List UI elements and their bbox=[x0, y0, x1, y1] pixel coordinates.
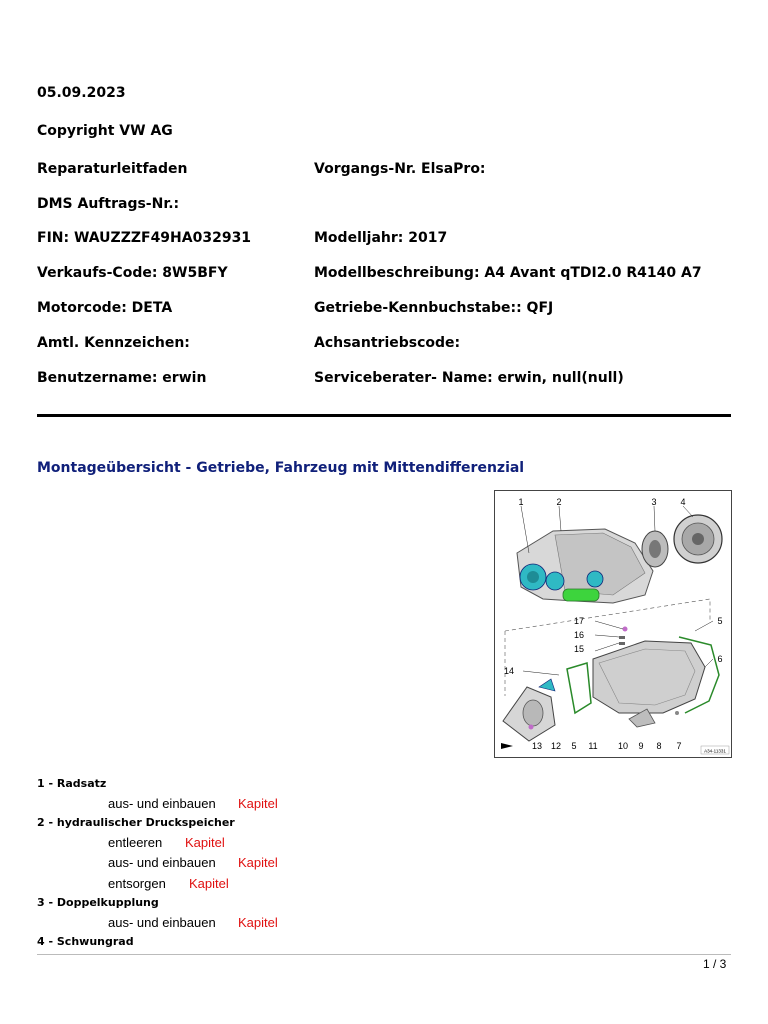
header-username: Benutzername: erwin bbox=[37, 370, 207, 386]
header-dms-order: DMS Auftrags-Nr.: bbox=[37, 196, 180, 212]
page-number: 1 / 3 bbox=[703, 957, 727, 971]
kapitel-link[interactable]: Kapitel bbox=[185, 835, 225, 850]
item-sub-text: aus- und einbauen bbox=[108, 796, 216, 811]
header-service-advisor: Serviceberater- Name: erwin, null(null) bbox=[314, 370, 624, 386]
copyright-notice: Copyright VW AG bbox=[37, 123, 173, 139]
figure-label: 8 bbox=[656, 741, 662, 751]
figure-label: 11 bbox=[588, 741, 598, 751]
header-engine-code: Motorcode: DETA bbox=[37, 300, 173, 316]
figure-label: 3 bbox=[651, 497, 657, 507]
item-sub-text: entleeren bbox=[108, 835, 163, 850]
header-model-year: Modelljahr: 2017 bbox=[314, 230, 448, 246]
header-axle-drive-code: Achsantriebscode: bbox=[314, 335, 461, 351]
item-sub-text: aus- und einbauen bbox=[108, 915, 216, 930]
kapitel-link[interactable]: Kapitel bbox=[238, 855, 278, 870]
figure-label: 10 bbox=[617, 741, 629, 751]
item-title-pressure-accumulator: 2 - hydraulischer Druckspeicher bbox=[37, 816, 235, 829]
figure-label: 16 bbox=[573, 630, 585, 640]
header-divider bbox=[37, 414, 731, 417]
transmission-illustration bbox=[495, 491, 731, 757]
item-title-flywheel: 4 - Schwungrad bbox=[37, 935, 134, 948]
figure-label: 4 bbox=[680, 497, 686, 507]
header-gearbox-code: Getriebe-Kennbuchstabe:: QFJ bbox=[314, 300, 554, 316]
figure-label: 5 bbox=[571, 741, 577, 751]
kapitel-link[interactable]: Kapitel bbox=[189, 876, 229, 891]
figure-label: 12 bbox=[550, 741, 562, 751]
document-date: 05.09.2023 bbox=[37, 85, 126, 101]
header-process-number: Vorgangs-Nr. ElsaPro: bbox=[314, 161, 486, 177]
exploded-view-figure bbox=[494, 490, 732, 758]
header-sales-code: Verkaufs-Code: 8W5BFY bbox=[37, 265, 228, 281]
figure-label: 2 bbox=[556, 497, 562, 507]
figure-label: 17 bbox=[573, 616, 585, 626]
item-title-double-clutch: 3 - Doppelkupplung bbox=[37, 896, 159, 909]
figure-label: 6 bbox=[717, 654, 723, 664]
figure-label: 5 bbox=[717, 616, 723, 626]
footer-divider bbox=[37, 954, 731, 955]
figure-code: A34-11331 bbox=[704, 748, 726, 754]
item-title-wheelset: 1 - Radsatz bbox=[37, 777, 107, 790]
header-fin: FIN: WAUZZZF49HA032931 bbox=[37, 230, 252, 246]
figure-label: 9 bbox=[638, 741, 644, 751]
item-sub-text: entsorgen bbox=[108, 876, 166, 891]
figure-label: 13 bbox=[531, 741, 543, 751]
header-repair-manual: Reparaturleitfaden bbox=[37, 161, 188, 177]
figure-label: 7 bbox=[676, 741, 682, 751]
figure-label: 1 bbox=[518, 497, 524, 507]
section-title: Montageübersicht - Getriebe, Fahrzeug mit Mittendifferenzial bbox=[37, 460, 525, 476]
kapitel-link[interactable]: Kapitel bbox=[238, 915, 278, 930]
figure-label: 14 bbox=[503, 666, 515, 676]
figure-label: 15 bbox=[573, 644, 585, 654]
header-model-description: Modellbeschreibung: A4 Avant qTDI2.0 R4140 A7 bbox=[314, 265, 702, 281]
kapitel-link[interactable]: Kapitel bbox=[238, 796, 278, 811]
item-sub-text: aus- und einbauen bbox=[108, 855, 216, 870]
header-license-plate: Amtl. Kennzeichen: bbox=[37, 335, 190, 351]
